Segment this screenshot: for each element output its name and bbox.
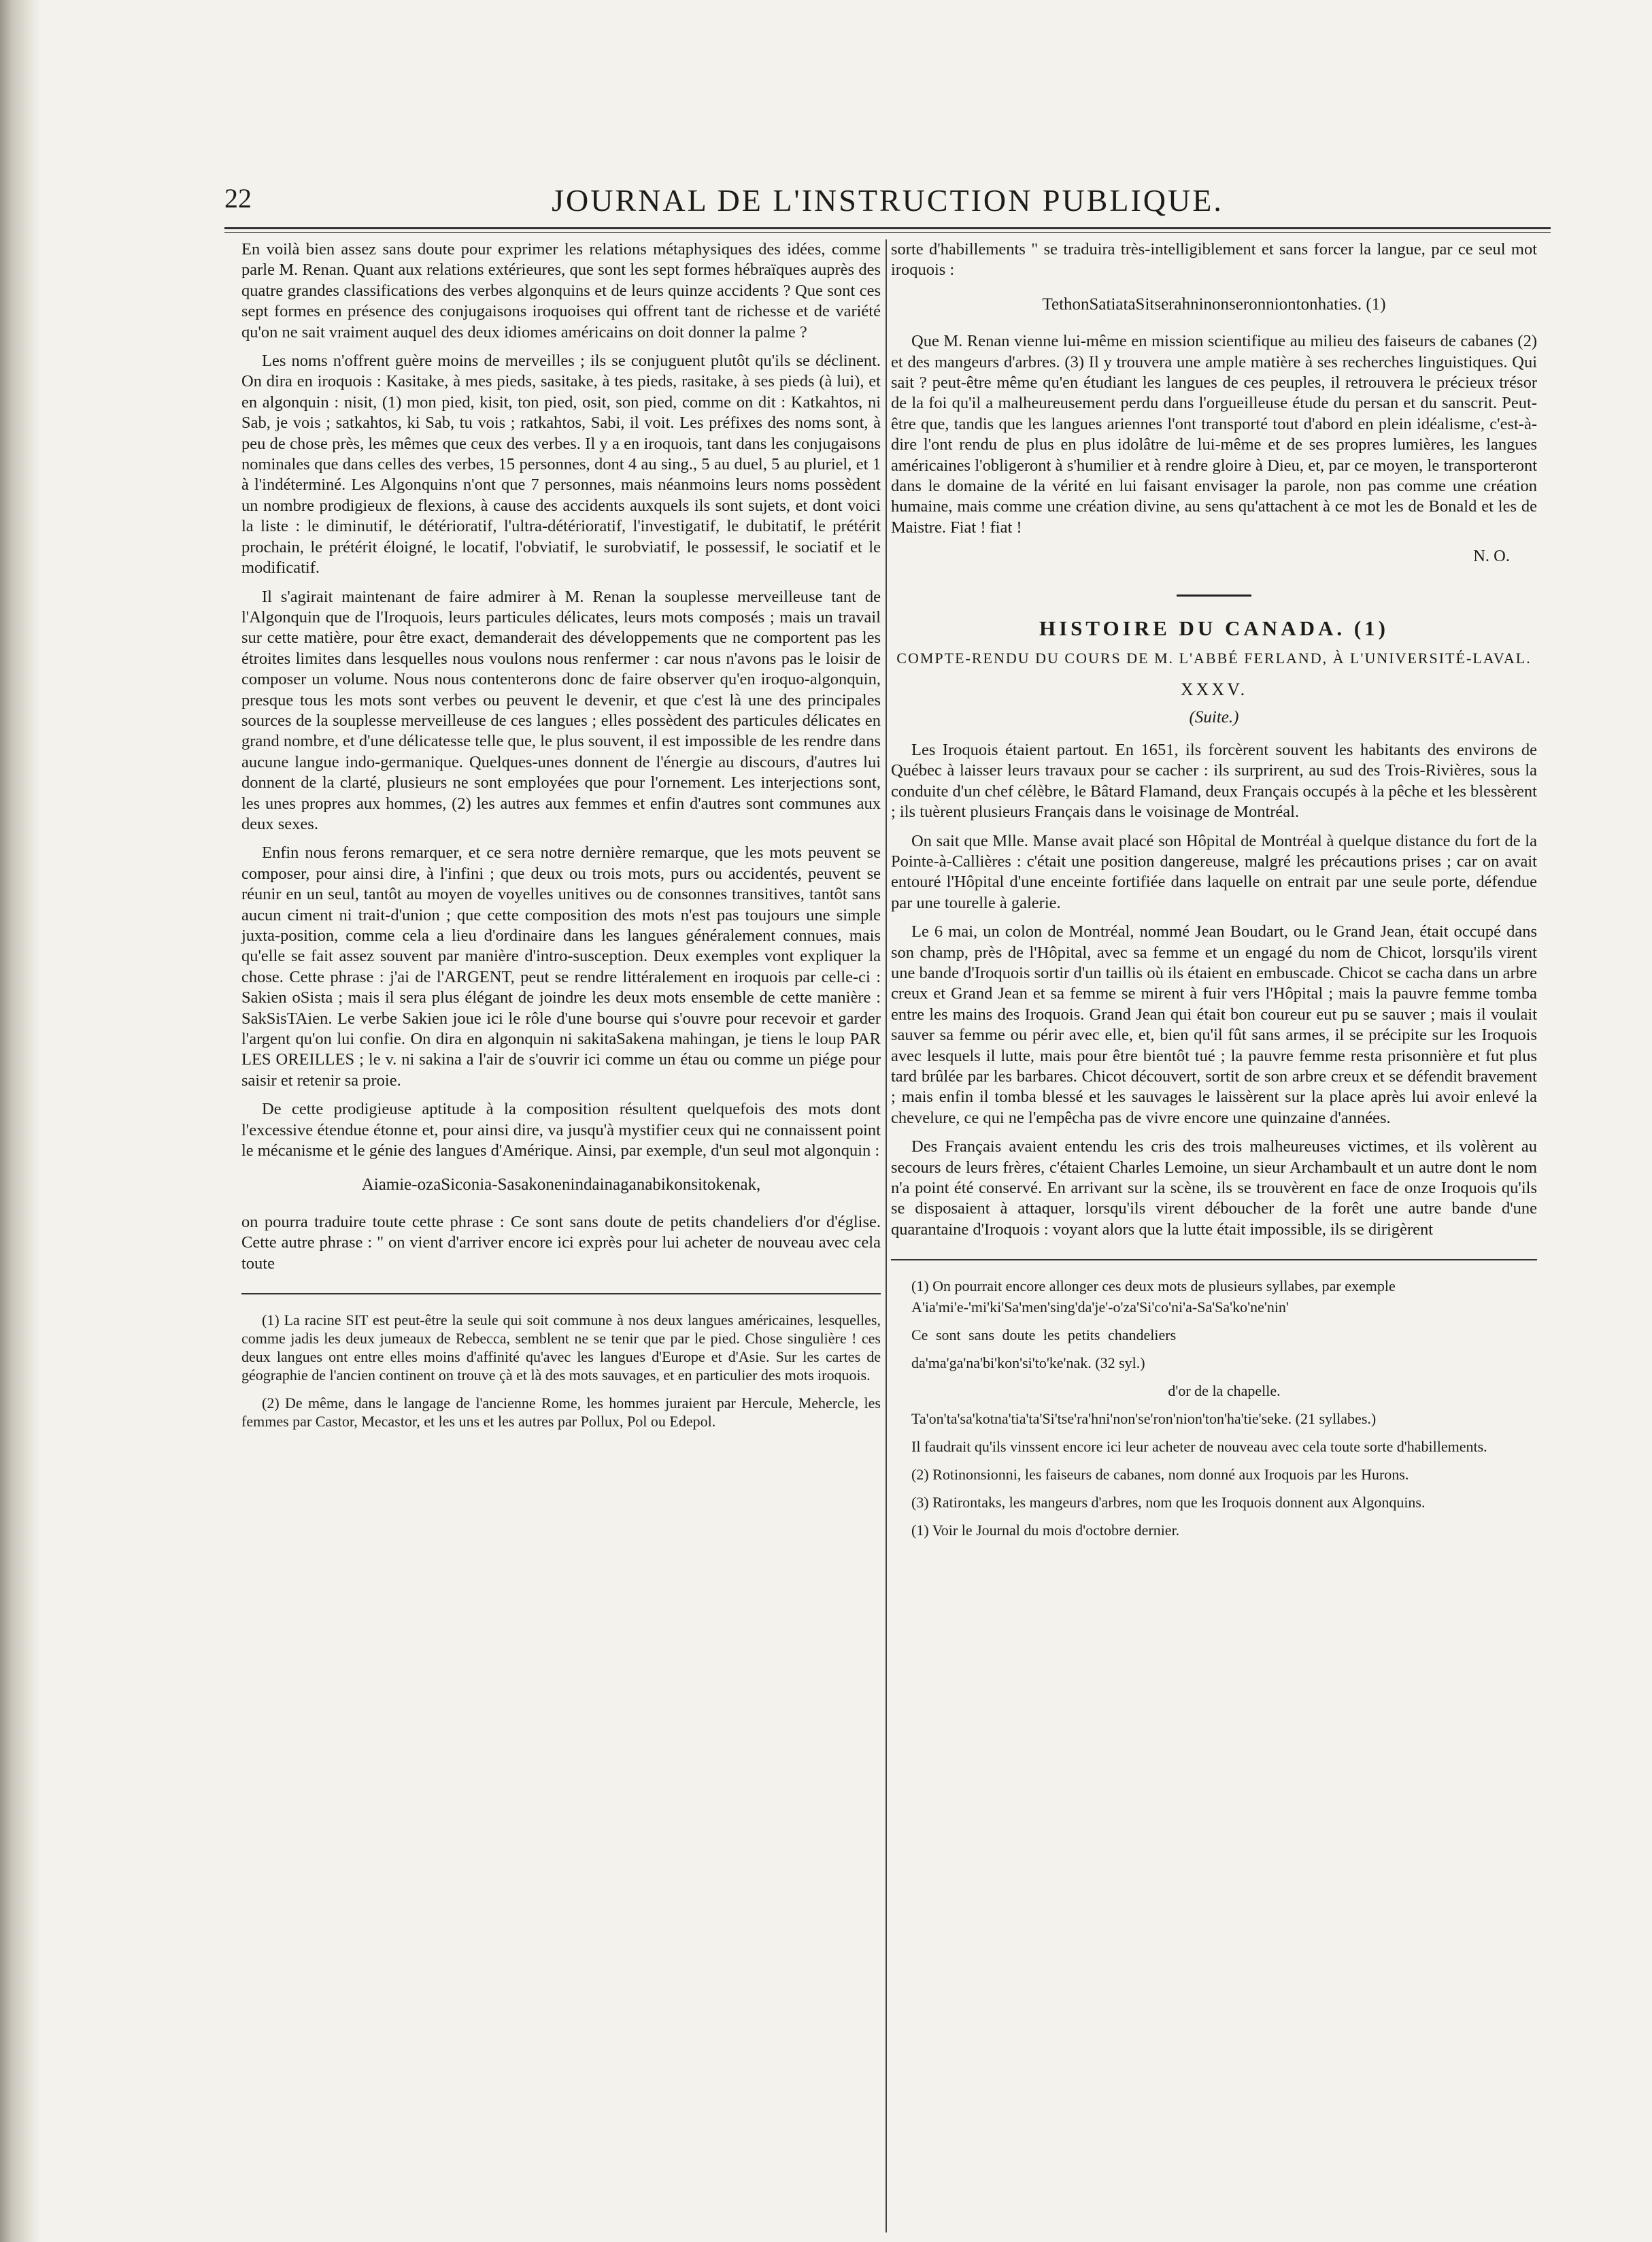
paragraph: En voilà bien assez sans doute pour exprimer les relations métaphysiques des idées, comme parle M. Renan. Quant aux relations extérieures, que sont les sept formes hébraïques auprès des quatre grandes classifications des verbes algonquins et de leurs quinze accidents ? Que sont ces sept formes en présence des conjugaisons iroquoises qui offrent tant de richesse et de variété qu'on ne sait vraiment auquel des deux idiomes américains on doit donner la palme ? xyxy=(241,240,881,341)
footnote: (1) On pourrait encore allonger ces deux mots de plusieurs syllabes, par exemple xyxy=(911,1277,1396,1295)
section-divider xyxy=(1177,595,1251,597)
header-rule-top xyxy=(224,227,1551,229)
paragraph: Les Iroquois étaient partout. En 1651, ils forcèrent souvent les habitants des environs de Québec à laisser leurs travaux pour se cacher : ils surprirent, au sud des Trois-Rivières, sous la conduite d'un chef célèbre, le Bâtard Flamand, deux Français occupés à la pêche et les blessèrent ; ils tuèrent plusieurs Français dans le voisinage de Montréal. xyxy=(891,740,1537,822)
footnote-example: A'ia'mi'e-'mi'ki'Sa'men'sing'da'je'-o'za'Si'co'ni'a-Sa'Sa'ko'ne'nin' xyxy=(911,1299,1289,1316)
chapter-number: XXXV. xyxy=(1180,680,1248,700)
paragraph: sorte d'habillements " se traduira très-intelligiblement et sans forcer la langue, par ce seul mot iroquois : xyxy=(891,240,1537,280)
page-binding-shadow xyxy=(0,0,41,2242)
right-footnotes xyxy=(891,1277,1537,1539)
journal-title: JOURNAL DE L'INSTRUCTION PUBLIQUE. xyxy=(552,183,1224,218)
paragraph: on pourra traduire toute cette phrase : Ce sont sans doute de petits chandeliers d'or d'église. Cette autre phrase : " on vient d'arriver encore ici exprès pour lui acheter de nouveau avec cela toute xyxy=(241,1212,881,1273)
iroquois-long-word: TethonSatiataSitserahninonseronniontonhaties. (1) xyxy=(1042,295,1386,314)
footnote: (2) De même, dans le langage de l'ancienne Rome, les hommes juraient par Hercule, Mehercle, les femmes par Castor, Mecastor, et les uns et les autres par Pollux, Pol ou Edepol. xyxy=(241,1394,881,1430)
footnote-rule xyxy=(241,1293,881,1294)
section-title: HISTOIRE DU CANADA. (1) xyxy=(1039,616,1389,640)
footnote-rule xyxy=(891,1259,1537,1260)
footnote: (1) Voir le Journal du mois d'octobre dernier. xyxy=(911,1522,1180,1539)
algonquin-long-word: Aiamie-ozaSiconia-Sasakonenindainaganabikonsitokenak, xyxy=(361,1175,761,1194)
page-number: 22 xyxy=(224,183,252,214)
paragraph: Le 6 mai, un colon de Montréal, nommé Jean Boudart, ou le Grand Jean, était occupé dans son champ, près de l'Hôpital, avec sa femme et un engagé du nom de Chicot, lorsqu'ils virent une bande d'Iroquois sortir d'un taillis où ils étaient en embuscade. Chicot se cacha dans un arbre creux et Grand Jean et sa femme se mirent à fuir vers l'Hôpital ; mais la pauvre femme tomba entre les mains des Iroquois. Grand Jean qui était bon coureur eut pu se sauver ; mais il voulait sauver sa femme ou périr avec elle, et, bien qu'il fût sans armes, il se précipite sur les Iroquois avec lesquels il lutte, mais pour être bientôt tué ; la pauvre femme resta prisonnière et fut plus tard brûlée par les barbares. Chicot découvert, sortit de son arbre creux et se défendit bravement ; mais enfin il tomba blessé et les sauvages le laissèrent sur la place après lui avoir enlevé la chevelure, ce qui ne l'empêcha pas de vivre encore une quinzaine d'années. xyxy=(891,922,1537,1127)
left-footnotes xyxy=(241,1311,881,1430)
footnote: (1) La racine SIT est peut-être la seule qui soit commune à nos deux langues américaines, lesquelles, comme jadis les deux jumeaux de Rebecca, semblent ne se tenir que par le pied. Chose singulière ! ces deux langues ont entre elles moins d'affinité qu'avec les langues d'Europe et d'Asie. Sur les cartes de géographie de l'ancien continent on trouve çà et là des mots sauvages, et en particulier des mots iroquois. xyxy=(241,1311,881,1384)
header-rule-bottom xyxy=(224,232,1551,233)
footnote: (3) Ratirontaks, les mangeurs d'arbres, nom que les Iroquois donnent aux Algonquins. xyxy=(911,1494,1426,1511)
paragraph: Enfin nous ferons remarquer, et ce sera notre dernière remarque, que les mots peuvent se composer, pour ainsi dire, à l'infini ; que deux ou trois mots, purs ou accidentés, peuvent se réunir en un seul, tantôt au moyen de voyelles unitives ou de consonnes transitives, tantôt sans aucun ciment ni trait-d'union ; que cette composition des mots n'est pas toujours une simple juxta-position, comme cela a lieu d'ordinaire dans les langues généralement connues, mais qu'elle se fait assez souvent par manière d'intro-susception. Deux exemples vont expliquer la chose. Cette phrase : j'ai de l'ARGENT, peut se rendre littéralement en iroquois par celle-ci : Sakien oSista ; mais il sera plus élégant de joindre les deux mots ensemble de cette manière : SakSisTAien. Le verbe Sakien joue ici le rôle d'une bourse qui s'ouvre pour recevoir et garder l'argent qu'on lui confie. On dira en algonquin ni sakitaSakena mahingan, je tiens le loup PAR LES OREILLES ; le v. ni sakina a l'air de s'ouvrir ici comme un étau ou comme un piége pour saisir et retenir sa proie. xyxy=(241,843,881,1090)
left-column xyxy=(241,239,881,1440)
footnote-example: da'ma'ga'na'bi'kon'si'to'ke'nak. (32 syl.) xyxy=(911,1354,1145,1372)
paragraph: Il s'agirait maintenant de faire admirer à M. Renan la souplesse merveilleuse tant de l'Algonquin que de l'Iroquois, leurs particules délicates, leurs mots composés ; mais un travail sur cette matière, pour être exact, demanderait des développements que ne comportent pas les étroites limites dans lesquelles nous voulons nous renfermer : car nous n'avons pas le loisir de composer un volume. Nous nous contenterons donc de faire observer qu'en iroquo-algonquin, presque tous les mots sont verbes ou peuvent le devenir, et que c'est là une des principales sources de la souplesse merveilleuse de ces langues ; elles possèdent des particules délicates en grand nombre, et d'une délicatesse telle que, le plus souvent, il est impossible de les rendre dans aucune langue indo-germanique. Quelques-unes donnent de l'énergie au discours, d'autres lui donnent de la clarté, plusieurs ne sont employées que pour l'ornement. Les interjections sont, les unes propres aux hommes, (2) les autres aux femmes et enfin d'autres sont communes aux deux sexes. xyxy=(241,587,881,833)
paragraph: Des Français avaient entendu les cris des trois malheureuses victimes, et ils volèrent au secours de leurs frères, c'étaient Charles Lemoine, un sieur Archambault et un autre dont le nom n'a point été conservé. En arrivant sur la scène, ils se trouvèrent en face de onze Iroquois qu'ils se disposaient à attaquer, lorsqu'ils virent déboucher de la forêt une autre bande d'une quarantaine d'Iroquois : voyant alors que la lutte était impossible, ils se dirigèrent xyxy=(891,1137,1537,1239)
footnote-example: Ta'on'ta'sa'kotna'tia'ta'Si'tse'ra'hni'non'se'ron'nion'ton'ha'tie'seke. (21 syllabes.) xyxy=(911,1410,1377,1428)
continued-label: (Suite.) xyxy=(1189,707,1239,726)
paragraph: Que M. Renan vienne lui-même en mission scientifique au milieu des faiseurs de cabanes (2) et des mangeurs d'arbres. (3) Il y trouvera une ample matière à ses recherches linguistiques. Qui sait ? peut-être même qu'en étudiant les langues de ces peuples, il retrouvera le précieux trésor de la foi qu'il a malheureusement perdu dans l'orgueilleuse étude du persan et du sanscrit. Peut-être que, tandis que les langues ariennes l'ont transporté tout d'abord en plein idéalisme, c'est-à-dire l'ont rendu de plus en plus idolâtre de lui-même et de ses propres lumières, les langues américaines l'obligeront à s'humilier et à rendre gloire à Dieu, et, par ce moyen, le transporteront dans le domaine de la vérité en lui faisant envisager la parole, non pas comme une création humaine, mais comme une création divine, au sens qu'attachent à ce mot les de Bonald et les de Maistre. Fiat ! fiat ! xyxy=(891,332,1537,537)
column-divider xyxy=(886,239,887,2232)
footnote: Il faudrait qu'ils vinssent encore ici leur acheter de nouveau avec cela toute sorte d'habillements. xyxy=(911,1438,1487,1456)
signature: N. O. xyxy=(1473,547,1510,566)
paragraph: De cette prodigieuse aptitude à la composition résultent quelquefois des mots dont l'excessive étendue étonne et, pour ainsi dire, va jusqu'à mystifier ceux qui ne connaissent point le mécanisme et le génie des langues d'Amérique. Ainsi, par exemple, d'un seul mot algonquin : xyxy=(241,1100,881,1160)
paragraph: Les noms n'offrent guère moins de merveilles ; ils se conjuguent plutôt qu'ils se déclinent. On dira en iroquois : Kasitake, à mes pieds, sasitake, à tes pieds, rasitake, à ses pieds (à lui), et en algonquin : nisit, (1) mon pied, kisit, ton pied, osit, son pied, comme on dit : Katkahtos, ni Sab, je vois ; satkahtos, ki Sab, tu vois ; ratkahtos, Sabi, il voit. Les préfixes des noms sont, à peu de chose près, les mêmes que ceux des verbes. Il y a en iroquois, tant dans les conjugaisons nominales que dans celles des verbes, 15 personnes, dont 4 au sing., 5 au duel, 5 au pluriel, et 1 à l'indéterminé. Les Algonquins n'ont que 7 personnes, mais néanmoins leurs noms possèdent un nombre prodigieux de flexions, à cause des accidents auxquels ils sont sujets, et dont voici la liste : le diminutif, le détérioratif, l'ultra-détérioratif, l'investigatif, le dubitatif, le prétérit prochain, le prétérit éloigné, le locatif, l'obviatif, le surobviatif, le possessif, le sociatif et le modificatif. xyxy=(241,352,881,578)
footnote: (2) Rotinonsionni, les faiseurs de cabanes, nom donné aux Iroquois par les Hurons. xyxy=(911,1466,1409,1484)
page-header xyxy=(224,182,1551,223)
course-title: COMPTE-RENDU DU COURS DE M. L'ABBÉ FERLAND, À L'UNIVERSITÉ-LAVAL. xyxy=(896,650,1532,667)
right-column xyxy=(891,239,1537,1549)
footnote-gloss: Ce sont sans doute les petits chandeliers xyxy=(911,1326,1177,1344)
paragraph: On sait que Mlle. Manse avait placé son Hôpital de Montréal à quelque distance du fort de la Pointe-à-Callières : c'était une position dangereuse, malgré les précautions prises ; car on avait entouré l'Hôpital d'une enceinte fortifiée dans laquelle on entrait par une seule porte, défendue par une tourelle à galerie. xyxy=(891,831,1537,912)
footnote-gloss: d'or de la chapelle. xyxy=(1168,1382,1281,1400)
